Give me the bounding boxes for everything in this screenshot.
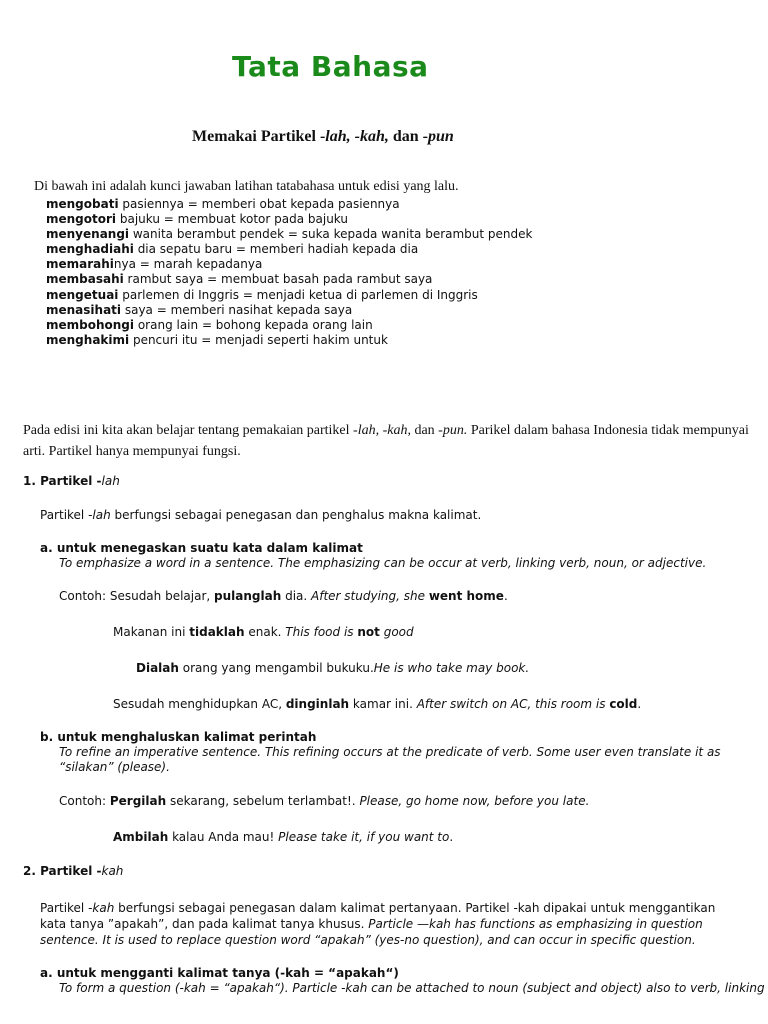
example-text: Contoh: Sesudah belajar, <box>59 589 215 603</box>
vocab-meaning: orang lain = bohong kepada orang lain <box>134 317 373 332</box>
answer-item <box>46 242 532 257</box>
subsection-heading: a. untuk menegaskan suatu kata dalam kalimat <box>40 541 363 555</box>
answer-item <box>46 333 532 348</box>
desc-part: Partikel - <box>40 901 93 915</box>
vocab-meaning: rambut saya = membuat basah pada rambut saya <box>123 272 433 287</box>
section-heading-kah <box>23 864 123 878</box>
lesson-intro-paragraph <box>23 420 753 462</box>
vocab-meaning: dia sepatu baru = memberi hadiah kepada dia <box>133 242 419 257</box>
example-english: Please, go home now, before you late. <box>359 794 590 808</box>
example-3 <box>136 661 529 675</box>
vocab-meaning: wanita berambut pendek = suka kepada wanita berambut pendek <box>129 227 533 242</box>
subsection-english: To refine an imperative sentence. This refining occurs at the predicate of verb. Some user even translate it as “silakan” (please). <box>59 745 721 774</box>
subtitle-part: pun <box>428 128 454 145</box>
example-text: . <box>503 589 508 603</box>
example-bold: went home <box>428 589 504 603</box>
vocab-meaning: pasiennya = memberi obat kepada pasiennya <box>118 197 400 211</box>
example-6 <box>113 830 453 844</box>
example-text: Sesudah menghidupkan AC, <box>113 697 286 711</box>
subsection-a-kah <box>40 966 765 996</box>
answer-item <box>46 212 532 227</box>
desc-part: Partikel - <box>40 508 93 522</box>
example-1 <box>59 589 508 603</box>
example-text: orang yang mengambil bukuku. <box>178 661 374 675</box>
page-title: Tata Bahasa <box>232 50 429 83</box>
vocab-word: memarahi <box>46 257 114 272</box>
example-english: good <box>379 625 414 639</box>
example-text: kamar ini. <box>349 697 417 711</box>
para-part: pun. <box>442 423 468 438</box>
vocab-meaning: pencuri itu = menjadi seperti hakim untuk <box>129 332 388 347</box>
subsection-a <box>40 541 755 571</box>
vocab-word: mengetuai <box>46 287 119 302</box>
example-bold: pulanglah <box>214 589 282 603</box>
example-text: sekarang, sebelum terlambat!. <box>166 794 360 808</box>
section-heading-lah <box>23 474 120 488</box>
example-bold: tidaklah <box>189 625 245 639</box>
example-english: After studying, she <box>311 589 429 603</box>
example-english: He is who take may book. <box>373 661 530 675</box>
vocab-meaning: nya = marah kepadanya <box>113 257 263 272</box>
example-english: Please take it, if you want to <box>278 830 450 844</box>
para-part: lah, -kah, <box>357 423 411 438</box>
example-text: . <box>449 830 454 844</box>
answer-item <box>46 227 532 242</box>
subsection-heading: a. untuk mengganti kalimat tanya (-kah = “apakah“) <box>40 966 399 980</box>
desc-part: lah <box>92 508 111 522</box>
vocab-word: mengobati <box>46 197 119 211</box>
subsection-b <box>40 730 755 775</box>
desc-part: berfungsi sebagai penegasan dalam kalimat pertanyaan. Partikel -kah dipakai untuk menggantikan kata tanya ”apakah”, dan pada kalimat tanya khusus. <box>40 901 716 931</box>
example-english: This food is <box>285 625 358 639</box>
subtitle-part: lah, -kah, <box>325 128 389 145</box>
vocab-meaning: bajuku = membuat kotor pada bajuku <box>116 212 348 227</box>
vocab-word: menghakimi <box>46 332 130 347</box>
example-text: enak. <box>244 625 286 639</box>
answer-item <box>46 318 532 333</box>
example-text: Contoh: <box>59 794 110 808</box>
subtitle-part: dan - <box>388 128 428 145</box>
vocab-word: menghadiahi <box>46 242 134 257</box>
example-text: . <box>637 697 642 711</box>
example-bold: Dialah <box>136 661 179 675</box>
desc-part: kah <box>92 901 115 915</box>
example-bold: not <box>357 625 380 639</box>
subsection-heading: b. untuk menghaluskan kalimat perintah <box>40 730 317 744</box>
heading-particle: lah <box>101 474 120 488</box>
vocab-meaning: parlemen di Inggris = menjadi ketua di parlemen di Inggris <box>118 287 478 302</box>
answer-item <box>46 272 532 287</box>
vocab-word: mengotori <box>46 212 117 227</box>
vocab-word: membasahi <box>46 272 124 287</box>
example-bold: Pergilah <box>109 794 167 808</box>
subsection-english: To emphasize a word in a sentence. The emphasizing can be occur at verb, linking verb, noun, or adjective. <box>59 556 707 570</box>
desc-part: berfungsi sebagai penegasan dan penghalus makna kalimat. <box>110 508 482 522</box>
subtitle-part: Memakai Partikel - <box>192 128 326 145</box>
example-text: dia. <box>281 589 312 603</box>
subsection-english: To form a question (-kah = “apakah“). Particle -kah can be attached to noun (subject and object) also to verb, linking <box>59 981 765 995</box>
para-part: Pada edisi ini kita akan belajar tentang pemakaian partikel - <box>23 423 358 438</box>
answer-item <box>46 303 532 318</box>
para-part: Parikel dalam bahasa Indonesia tidak mempunyai arti. Partikel hanya mempunyai fungsi. <box>23 423 749 459</box>
lesson-subtitle <box>192 128 454 146</box>
example-bold: dinginlah <box>285 697 350 711</box>
answer-item <box>46 288 532 303</box>
desc-part: Particle —kah has functions as emphasizing in question sentence. It is used to replace question word “apakah” (yes-no question), and can occur in specific question. <box>40 917 703 947</box>
example-english: After switch on AC, this room is <box>416 697 610 711</box>
example-5 <box>59 794 589 808</box>
heading-particle: kah <box>101 864 124 878</box>
section-description <box>40 900 740 948</box>
intro-text: Di bawah ini adalah kunci jawaban latihan tatabahasa untuk edisi yang lalu. <box>34 179 459 194</box>
example-bold: Ambilah <box>113 830 169 844</box>
example-2 <box>113 625 414 639</box>
heading-text: 1. Partikel - <box>23 474 102 488</box>
para-part: dan - <box>410 423 443 438</box>
answer-item <box>46 197 532 212</box>
heading-text: 2. Partikel - <box>23 864 102 878</box>
vocab-meaning: saya = memberi nasihat kepada saya <box>121 302 353 317</box>
vocab-word: menasihati <box>46 302 122 317</box>
vocab-word: membohongi <box>46 317 135 332</box>
example-text: kalau Anda mau! <box>168 830 279 844</box>
vocab-word: menyenangi <box>46 227 130 242</box>
example-text: Makanan ini <box>113 625 190 639</box>
example-4 <box>113 697 641 711</box>
example-bold: cold <box>609 697 638 711</box>
section-description <box>40 508 481 522</box>
answer-key-list <box>46 197 532 348</box>
answer-item <box>46 257 532 272</box>
